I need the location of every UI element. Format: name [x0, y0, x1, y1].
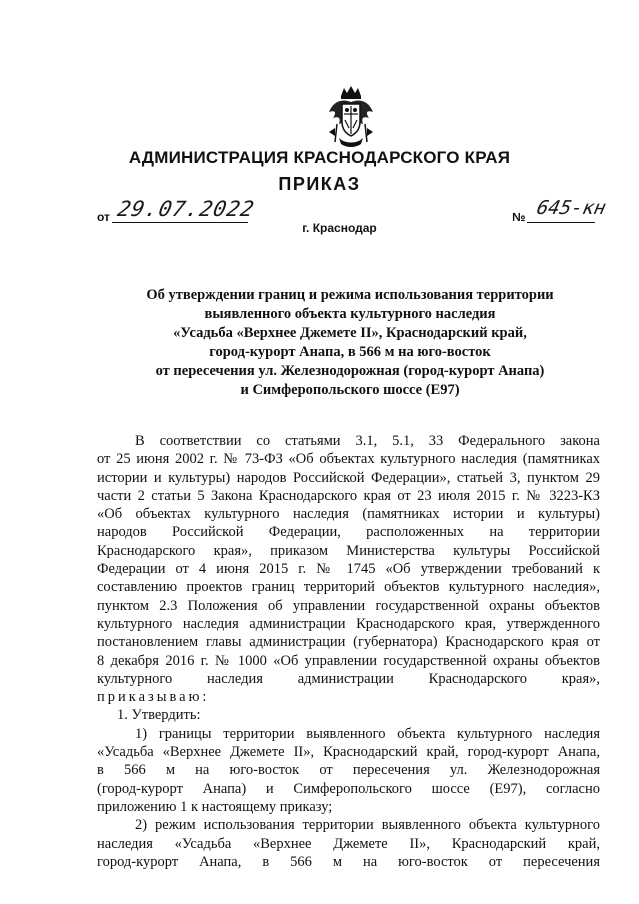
body-line: культурного наследия администрации Краснодарского края, утвержденного: [97, 615, 600, 632]
subject-line: город-курорт Анапа, в 566 м на юго-восток: [209, 344, 491, 360]
handwritten-number: 645-кн: [534, 197, 608, 219]
body-line: Федерации от 4 июня 2015 г. № 1745 «Об утверждении требований к: [97, 561, 600, 578]
body-line: город-курорт Анапа, в 566 м на юго-восток от пересечения: [97, 853, 600, 870]
document-subject: [100, 286, 600, 400]
body-line: 2) режим использования территории выявленного объекта культурного: [135, 817, 600, 834]
body-line: постановлением главы администрации (губернатора) Краснодарского края от: [97, 634, 600, 651]
body-line: части 2 статьи 5 Закона Краснодарского края от 23 июля 2015 г. № 3223-КЗ: [97, 487, 600, 504]
body-line: «Об объектах культурного наследия (памятниках истории и культуры): [97, 506, 600, 523]
body-line: 1) границы территории выявленного объекта культурного наследия: [135, 725, 600, 742]
body-line: «Усадьба «Верхнее Джемете II», Краснодарский край, город-курорт Анапа,: [97, 744, 600, 761]
organization-title: АДМИНИСТРАЦИЯ КРАСНОДАРСКОГО КРАЯ: [128, 148, 511, 167]
city-line: г. Краснодар: [302, 221, 377, 235]
subject-line: выявленного объекта культурного наследия: [204, 306, 496, 322]
body-line: народов Российской Федерации, расположенных на территории: [97, 524, 600, 541]
body-line: наследия «Усадьба «Верхнее Джемете II», Краснодарский край,: [97, 835, 600, 852]
subject-line: и Симферопольского шоссе (Е97): [240, 382, 460, 398]
body-line: приложению 1 к настоящему приказу;: [97, 798, 333, 815]
date-label: от: [97, 210, 110, 224]
body-line: В соответствии со статьями 3.1, 5.1, 33 Федерального закона: [135, 433, 600, 449]
handwritten-date: 29.07.2022: [115, 197, 257, 221]
body-line: истории и культуры) народов Российской Федерации», статьей 3, пунктом 29: [97, 469, 600, 486]
body-line: составлению проектов границ территорий объектов культурного наследия»,: [97, 579, 600, 596]
body-line: пунктом 2.3 Положения об управлении государственной охраны объектов: [97, 597, 600, 614]
number-label: №: [512, 210, 526, 224]
document-type: ПРИКАЗ: [278, 174, 361, 194]
body-line: (город-курорт Анапа) и Симферопольского шоссе (Е97), согласно: [97, 780, 600, 797]
body-line: культурного наследия администрации Краснодарского края»,: [97, 670, 600, 687]
body-line: Краснодарского края», приказом Министерства культуры Российской: [97, 542, 600, 559]
document-body: [97, 432, 600, 871]
body-line: от 25 июня 2002 г. № 73-ФЗ «Об объектах культурного наследия (памятниках: [97, 451, 600, 468]
body-line-decree: приказываю:: [97, 689, 210, 706]
subject-line: «Усадьба «Верхнее Джемете II», Краснодарский край,: [173, 325, 527, 341]
body-line: 1. Утвердить:: [117, 707, 201, 724]
body-line: в 566 м на юго-восток от пересечения ул. Железнодорожная: [97, 762, 600, 779]
coat-of-arms-icon: [327, 84, 375, 148]
subject-line: Об утверждении границ и режима использования территории: [146, 287, 554, 303]
body-line: 8 декабря 2016 г. № 1000 «Об управлении государственной охраны объектов: [97, 652, 600, 669]
subject-line: от пересечения ул. Железнодорожная (город-курорт Анапа): [155, 363, 545, 379]
